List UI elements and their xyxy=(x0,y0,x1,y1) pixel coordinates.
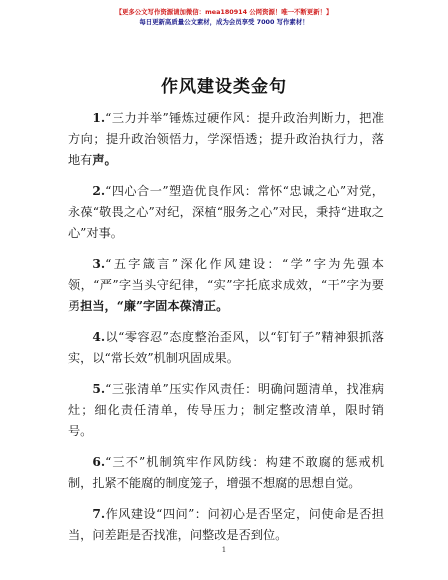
paragraph-5: 5.“三张清单”压实作风责任：明确问题清单，找准病灶；细化责任清单，传导压力；制定整改清单，限时销号。 xyxy=(68,382,384,438)
banner-line-1: 【更多公文写作资源请加微信：mea180914 公网资源！唯一不断更新！】 xyxy=(115,8,333,16)
header-banner xyxy=(0,7,448,27)
document-body xyxy=(68,108,384,556)
paragraph-7: 7.作风建设“四问”：问初心是否坚定，问使命是否担当，问差距是否找准，问整改是否到位。 xyxy=(68,507,384,542)
paragraph-2: 2.“四心合一”塑造优良作风：常怀“忠诚之心”对党，永葆“敬畏之心”对纪，深植“服务之心”对民，秉持“进取之心”对事。 xyxy=(68,184,384,240)
page-number: 1 xyxy=(221,546,227,554)
paragraph-4: 4.以“零容忍”态度整治歪风，以“钉钉子”精神狠抓落实，以“常长效”机制巩固成果。 xyxy=(68,330,384,365)
paragraph-1: 1.“三力并举”锤炼过硬作风：提升政治判断力，把准方向；提升政治领悟力，学深悟透；提升政治执行力，落地有声。 xyxy=(68,111,384,167)
document-title: 作风建设类金句 xyxy=(161,77,287,97)
paragraph-6: 6.“三不”机制筑牢作风防线：构建不敢腐的惩戒机制，扎紧不能腐的制度笼子，增强不想腐的思想自觉。 xyxy=(68,455,384,490)
banner-line-2: 每日更新高质量公文素材，成为会员享受 7000 写作素材！ xyxy=(139,18,309,26)
paragraph-3: 3.“五字箴言”深化作风建设：“学”字为先强本领，“严”字当头守纪律，“实”字托底求成效，“干”字为要勇担当，“廉”字固本葆清正。 xyxy=(68,257,384,313)
